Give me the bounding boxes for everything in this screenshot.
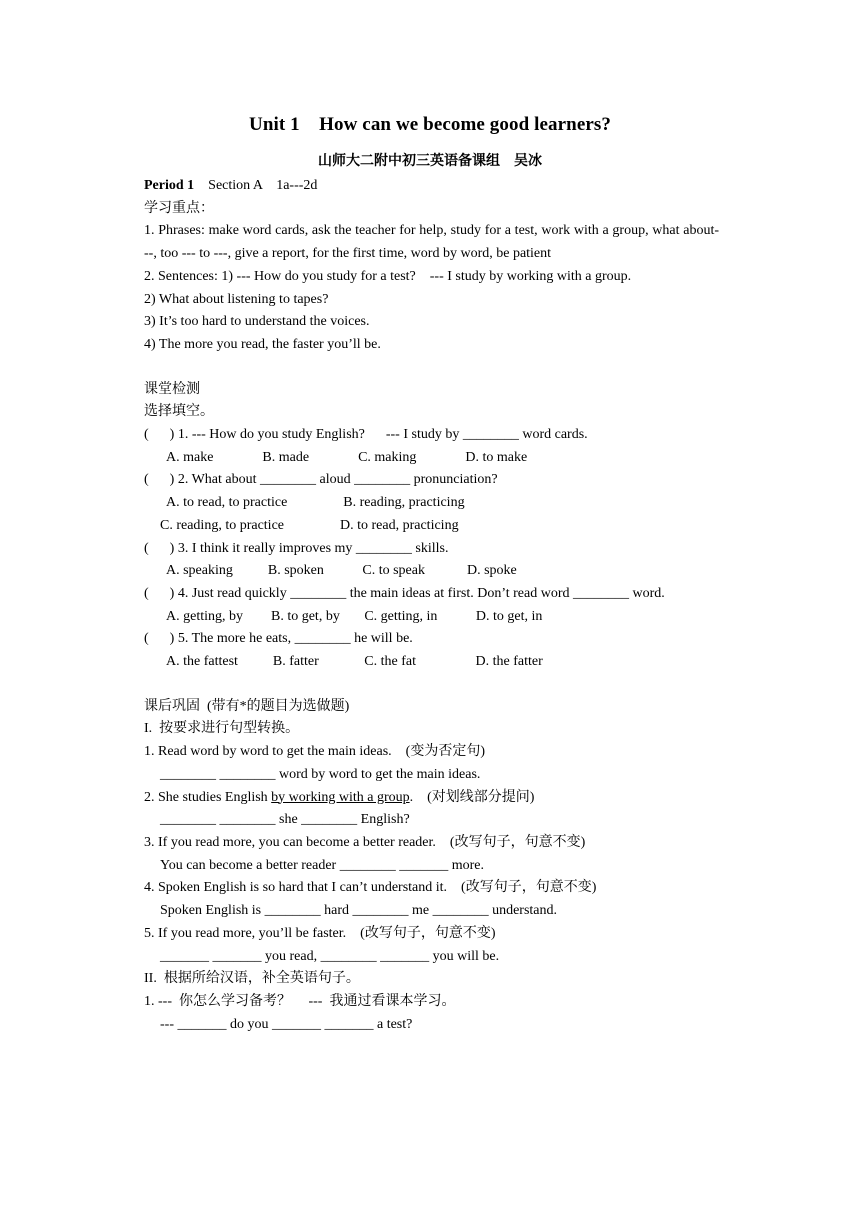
question-options: A. speaking B. spoken C. to speak D. spoke [166, 563, 517, 579]
question-stem: ( ) 4. Just read quickly ________ the main ideas at first. Don’t read word ________ word. [144, 585, 665, 601]
transform-question: 3. If you read more, you can become a better reader. (改写句子，句意不变) [144, 834, 586, 850]
sentence-line: 3) It’s too hard to understand the voices. [144, 314, 370, 330]
answer-line: ________ ________ word by word to get the main ideas. [160, 766, 481, 782]
transform-question [144, 787, 719, 810]
transform-question: 5. If you read more, you’ll be faster. (改写句子，句意不变) [144, 925, 496, 941]
phrases-paragraph: 1. Phrases: make word cards, ask the teacher for help, study for a test, work with a group, what about---, too --- to ---, give a report, for the first time, word by word, be patient [144, 223, 719, 262]
homework-heading: 课后巩固 (带有*的题目为选做题) [144, 698, 350, 714]
answer-line: ________ ________ she ________ English? [160, 812, 410, 828]
spacer [144, 674, 719, 696]
answer-line: Spoken English is ________ hard ________ me ________ understand. [160, 903, 558, 919]
underlined-phrase: by working with a group [271, 789, 410, 805]
answer-line: --- _______ do you _______ _______ a test? [160, 1016, 413, 1032]
page-subtitle: 山师大二附中初三英语备课组 吴冰 [318, 154, 542, 169]
spacer [144, 357, 719, 379]
question-options: A. getting, by B. to get, by C. getting, in D. to get, in [166, 608, 543, 624]
sentence-line: 2) What about listening to tapes? [144, 291, 329, 307]
transform-question: 4. Spoken English is so hard that I can’t understand it. (改写句子，句意不变) [144, 880, 597, 896]
class-check-heading: 课堂检测 [144, 381, 200, 397]
question-text: . (对划线部分提问) [409, 789, 535, 805]
transform-question: 1. Read word by word to get the main ideas. (变为否定句) [144, 744, 485, 760]
translate-question: 1. --- 你怎么学习备考？ --- 我通过看课本学习。 [144, 993, 456, 1009]
question-options: A. the fattest B. fatter C. the fat D. the fatter [166, 654, 543, 670]
document-body [144, 175, 719, 1036]
part1-heading: I. 按要求进行句型转换。 [144, 721, 300, 737]
sentence-line: 4) The more you read, the faster you’ll be. [144, 336, 381, 352]
class-check-instruction: 选择填空。 [144, 404, 214, 420]
key-points-heading: 学习重点： [144, 200, 214, 216]
question-options: A. make B. made C. making D. to make [166, 449, 528, 465]
question-stem: ( ) 5. The more he eats, ________ he will be. [144, 631, 413, 647]
period-label: Period 1 [144, 178, 195, 193]
question-options: A. to read, to practice B. reading, practicing [166, 495, 465, 511]
period-line [144, 175, 719, 198]
part2-heading: II. 根据所给汉语，补全英语句子。 [144, 971, 360, 987]
sentence-line: 2. Sentences: 1) --- How do you study for a test? --- I study by working with a group. [144, 268, 632, 284]
answer-line: You can become a better reader ________ _______ more. [160, 857, 484, 873]
question-options: C. reading, to practice D. to read, practicing [160, 517, 459, 533]
answer-line: _______ _______ you read, ________ _______ you will be. [160, 948, 500, 964]
question-stem: ( ) 1. --- How do you study English? --- I study by ________ word cards. [144, 427, 588, 443]
page-title: Unit 1 How can we become good learners? [249, 114, 611, 135]
question-text: 2. She studies English [144, 789, 272, 805]
period-section: Section A 1a---2d [194, 178, 318, 193]
question-stem: ( ) 2. What about ________ aloud ________ pronunciation? [144, 472, 498, 488]
question-stem: ( ) 3. I think it really improves my ________ skills. [144, 540, 449, 556]
